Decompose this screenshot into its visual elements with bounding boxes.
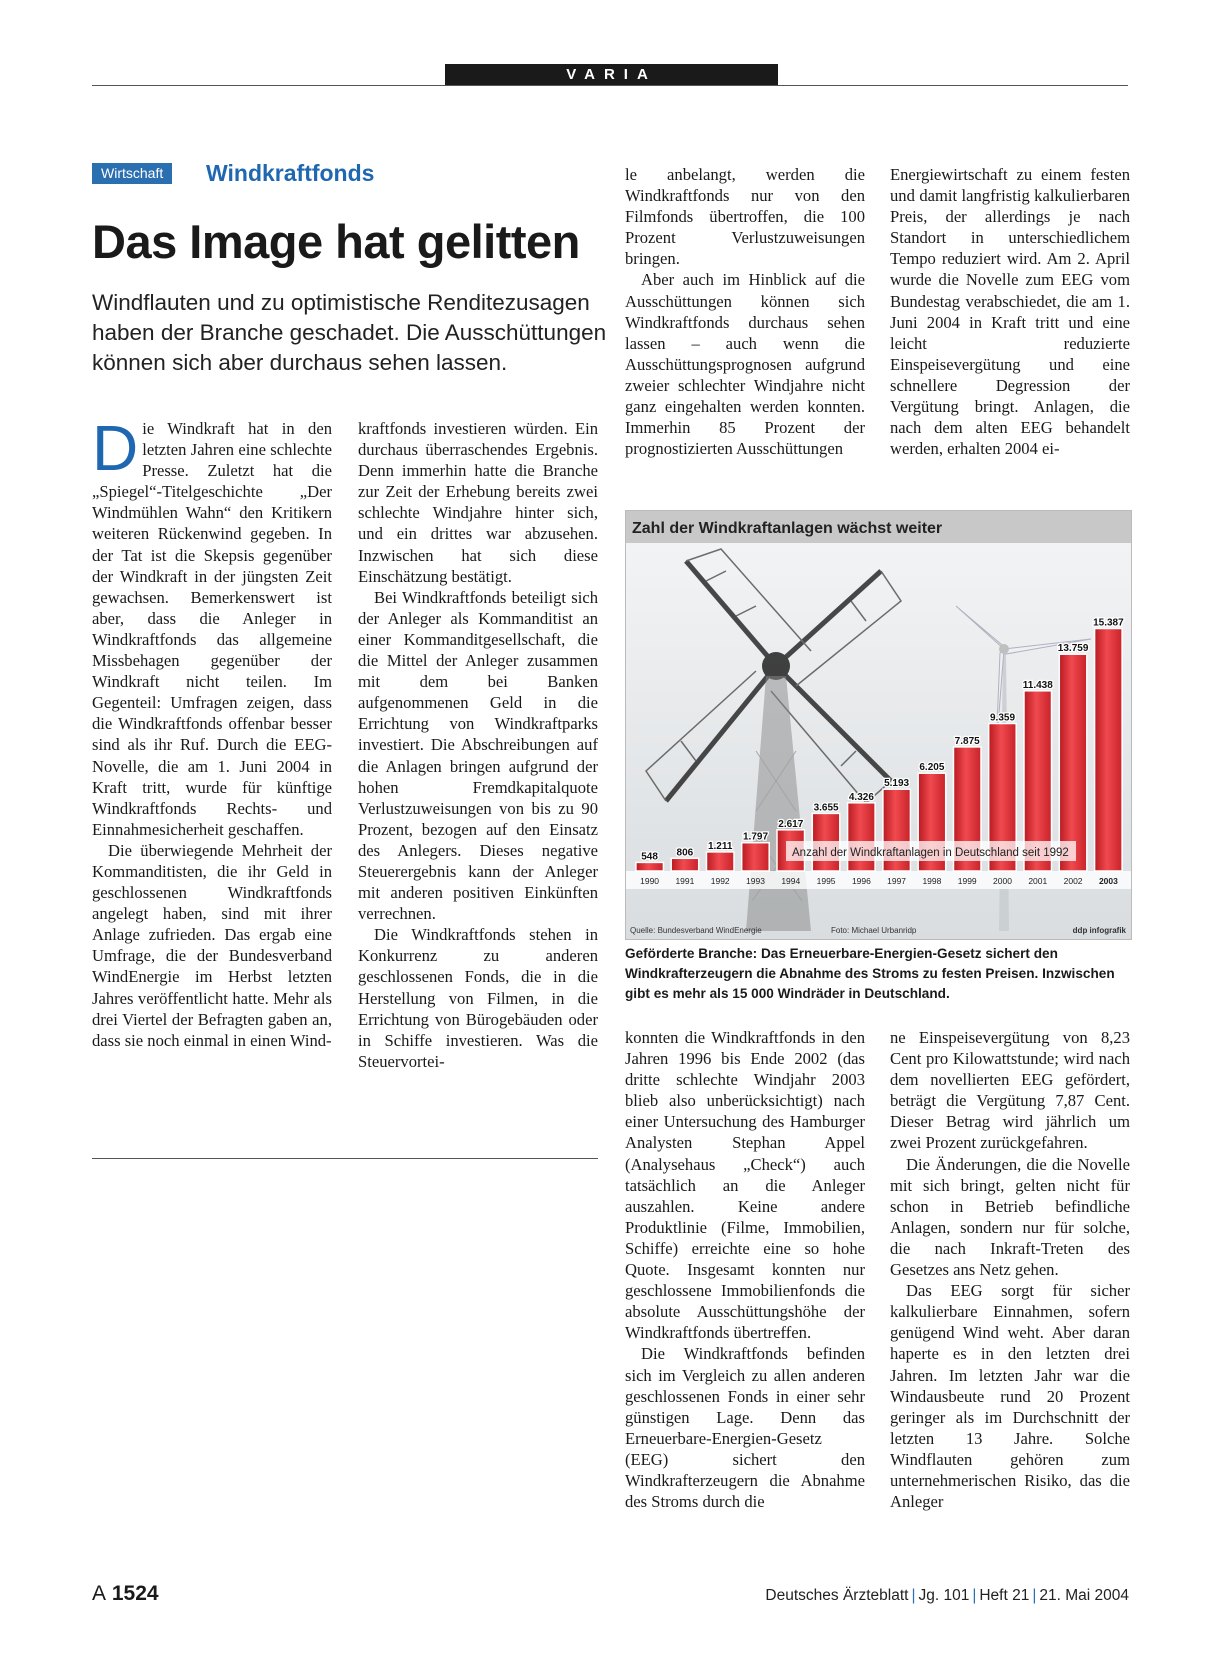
paragraph: kraftfonds investieren würden. Ein durchaus überraschendes Ergebnis. Denn immerhin hatte die Branche zur Zeit der Erhebung bereits zwei schlechte Windjahre hinter sich, und ein drittes war abzusehen. Inzwischen hat sich diese Einschätzung bestätigt. bbox=[358, 419, 598, 586]
x-tick-1991: 1991 bbox=[675, 876, 695, 886]
value-label-2002: 13.759 bbox=[1057, 643, 1089, 655]
x-tick-2002: 2002 bbox=[1063, 876, 1083, 886]
value-label-2003: 15.387 bbox=[1093, 617, 1124, 629]
text-column-1 bbox=[92, 412, 332, 1051]
volume: Jg. 101 bbox=[918, 1587, 970, 1604]
paragraph: Energiewirtschaft zu einem festen und damit langfristig kalkulierbaren Preis, der allerdings je nach Standort in unterschiedlichem Tempo reduziert wird. Am 2. April wurde die Novelle zum EEG vom Bundestag verabschiedet, die am 1. Juni 2004 in Kraft tritt und eine leicht reduzierte Einspeisevergütung und eine schnellere Degression der Vergütung bringt. Anlagen, die nach dem alten EEG behandelt werden, erhalten 2004 ei- bbox=[890, 165, 1130, 459]
value-label-1991: 806 bbox=[676, 847, 694, 859]
bar-1990 bbox=[636, 862, 664, 871]
paragraph: Bei Windkraftfonds beteiligt sich der Anleger als Kommanditist an einer Kommanditgesellschaft, die die Mittel der Anleger zusammen mit dem bei Banken aufgenommenen Geld in die Errichtung von Windkraftparks investiert. Die Abschreibungen auf die Anlagen bringen aufgrund der hohen Fremdkapitalquote Verlustzuweisungen von bis zu 90 Prozent, bezogen auf den Einsatz des Anlegers. Dieses negative Steuerergebnis kann der Anleger mit anderen positiven Einkünften verrechnen. bbox=[358, 587, 598, 924]
value-label-1999: 7.875 bbox=[954, 735, 980, 747]
x-tick-1994: 1994 bbox=[781, 876, 801, 886]
x-tick-1992: 1992 bbox=[710, 876, 730, 886]
x-tick-1998: 1998 bbox=[922, 876, 942, 886]
paragraph: le anbelangt, werden die Windkraftfonds nur von den Filmfonds übertroffen, die 100 Prozent Verlustzuweisungen bringen. bbox=[625, 165, 865, 269]
x-tick-1990: 1990 bbox=[640, 876, 660, 886]
drop-cap: D bbox=[92, 412, 139, 484]
value-label-1992: 1.211 bbox=[707, 840, 733, 852]
chart-source: Quelle: Bundesverband WindEnergie bbox=[630, 926, 762, 935]
category-tag: Wirtschaft bbox=[92, 163, 172, 184]
bar-2002 bbox=[1059, 654, 1087, 871]
figure-caption: Geförderte Branche: Das Erneuerbare-Energien-Gesetz sichert den Windkrafterzeugern die Abnahme des Stroms zu festen Preisen. Inzwischen gibt es mehr als 15 000 Windräder in Deutschland. bbox=[625, 946, 1115, 1001]
x-tick-1996: 1996 bbox=[851, 876, 871, 886]
publication-name: Deutsches Ärzteblatt bbox=[765, 1587, 909, 1604]
page-number: A 1524 bbox=[92, 1582, 159, 1605]
paragraph: Das EEG sorgt für sicher kalkulierbare Einnahmen, sofern genügend Wind weht. Aber daran haperte es in den letzten drei Jahren. Im letzten Jahr war die Windausbeute rund 20 Prozent geringer als im Durchschnitt der letzten 13 Jahre. Solche Windflauten gehören zum unternehmerischen Risiko, das die Anleger bbox=[890, 1281, 1130, 1512]
text-column-6 bbox=[890, 1027, 1130, 1512]
chart-credit: ddp infografik bbox=[1072, 926, 1126, 935]
x-tick-2003: 2003 bbox=[1098, 876, 1118, 886]
chart-photo-credit: Foto: Michael Urbanridp bbox=[831, 926, 917, 935]
x-tick-2000: 2000 bbox=[993, 876, 1012, 886]
column-end-rule bbox=[92, 1158, 598, 1159]
text-column-3 bbox=[625, 164, 865, 459]
bar-1993 bbox=[742, 843, 770, 871]
paragraph: Die Änderungen, die die Novelle mit sich bringt, gelten nicht für schon in Betrieb befindliche Anlagen, sondern nur für solche, die nach Inkraft-Treten des Gesetzes ans Netz gehen. bbox=[890, 1154, 1130, 1280]
value-label-1993: 1.797 bbox=[742, 831, 769, 843]
x-tick-1995: 1995 bbox=[816, 876, 836, 886]
bar-chart bbox=[626, 511, 1131, 939]
value-label-2000: 9.359 bbox=[989, 712, 1016, 724]
section-label: VARIA bbox=[445, 64, 778, 85]
bar-2003 bbox=[1095, 629, 1123, 872]
value-label-1995: 3.655 bbox=[813, 802, 839, 814]
text-column-2 bbox=[358, 418, 598, 1072]
chart-annotation: Anzahl der Windkraftanlagen in Deutschland seit 1992 bbox=[792, 847, 1069, 859]
paragraph: Die Windkraft hat in den letzten Jahren eine schlechte Presse. Zuletzt hat die „Spiegel“-Titelgeschichte „Der Windmühlen Wahn“ den Kritikern weiteren Rückenwind gegeben. In der Tat ist die Skepsis gegenüber der Windkraft in der jüngsten Zeit gewachsen. Bemerkenswert ist aber, dass die Anleger in Windkraftfonds das allgemeine Missbehagen gegenüber der Windkraft nicht teilen. Im Gegenteil: Umfragen zeigen, dass die Windkraftfonds offenbar besser sind als ihr Ruf. Durch die EEG-Novelle, die am 1. Juni 2004 in Kraft tritt, wurde für künftige Windkraftfonds Rechts- und Einnahmesicherheit geschaffen. bbox=[92, 412, 332, 839]
x-tick-1999: 1999 bbox=[957, 876, 977, 886]
text-column-5 bbox=[625, 1027, 865, 1512]
value-label-1990: 548 bbox=[641, 851, 658, 863]
value-label-1998: 6.205 bbox=[919, 762, 945, 774]
x-tick-1993: 1993 bbox=[746, 876, 765, 886]
paragraph: konnten die Windkraftfonds in den Jahren 1996 bis Ende 2002 (das dritte schlechte Windjahr 2003 blieb also unberücksichtigt) nach einer Untersuchung des Hamburger Analysten Stephan Appel (Analysehaus „Check“) auch tatsächlich an die Anleger auszahlen. Keine andere Produktlinie (Filme, Immobilien, Schiffe) erreichte eine so hohe Quote. Insgesamt konnten nur geschlossene Immobilienfonds die absolute Ausschüttungshöhe der Windkraftfonds übertreffen. bbox=[625, 1028, 865, 1343]
value-label-1994: 2.617 bbox=[778, 818, 804, 830]
article-headline: Das Image hat gelitten bbox=[92, 215, 580, 268]
paragraph: Die Windkraftfonds stehen in Konkurrenz zu anderen geschlossenen Fonds, die in die Herstellung von Filmen, in die Errichtung von Bürogebäuden oder in Schiffe investieren. Was die Steuervortei- bbox=[358, 925, 598, 1071]
issue: Heft 21 bbox=[979, 1587, 1030, 1604]
publication-info: Deutsches Ärzteblatt | Jg. 101 | Heft 21 | 21. Mai 2004 bbox=[765, 1587, 1129, 1604]
paragraph: ne Einspeisevergütung von 8,23 Cent pro Kilowattstunde; wird nach dem novellierten EEG gefördert, beträgt die Vergütung 7,87 Cent. Dieser Betrag wird jährlich um zwei Prozent zurückgefahren. bbox=[890, 1028, 1130, 1153]
article-kicker: Windkraftfonds bbox=[206, 160, 375, 186]
header-rule bbox=[92, 85, 1128, 86]
x-tick-2001: 2001 bbox=[1028, 876, 1048, 886]
article-lead: Windflauten und zu optimistische Renditezusagen haben der Branche geschadet. Die Ausschüttungen können sich aber durchaus sehen lassen. bbox=[92, 290, 607, 375]
value-label-2001: 11.438 bbox=[1022, 679, 1053, 691]
chart-figure bbox=[625, 510, 1132, 940]
x-axis-strip bbox=[626, 871, 1131, 889]
paragraph: Die überwiegende Mehrheit der Kommanditisten, die ihr Geld in geschlossenen Windkraftfonds angelegt haben, sind mit ihrer Anlage zufrieden. Das ergab eine Umfrage, die der Bundesverband WindEnergie im Herbst letzten Jahres veröffentlicht hatte. Mehr als drei Viertel der Befragten gaben an, dass sie noch einmal in einen Wind- bbox=[92, 840, 332, 1050]
bar-1992 bbox=[707, 852, 735, 871]
issue-date: 21. Mai 2004 bbox=[1039, 1587, 1129, 1604]
value-label-1997: 5.193 bbox=[884, 778, 910, 790]
bar-1991 bbox=[671, 858, 699, 871]
text-column-4 bbox=[890, 164, 1130, 459]
chart-title: Zahl der Windkraftanlagen wächst weiter bbox=[632, 520, 943, 537]
paragraph: Die Windkraftfonds befinden sich im Vergleich zu allen anderen geschlossenen Fonds in einer sehr günstigen Lage. Denn das Erneuerbare-Energien-Gesetz (EEG) sichert den Windkrafterzeugern die Abnahme des Stroms durch die bbox=[625, 1344, 865, 1512]
value-label-1996: 4.326 bbox=[848, 791, 874, 803]
x-tick-1997: 1997 bbox=[887, 876, 907, 886]
paragraph: Aber auch im Hinblick auf die Ausschüttungen können sich Windkraftfonds durchaus sehen lassen – auch wenn die Ausschüttungsprognosen aufgrund zweier schlechter Windjahre nicht ganz eingehalten werden konnten. Immerhin 85 Prozent der prognostizierten Ausschüttungen bbox=[625, 270, 865, 459]
